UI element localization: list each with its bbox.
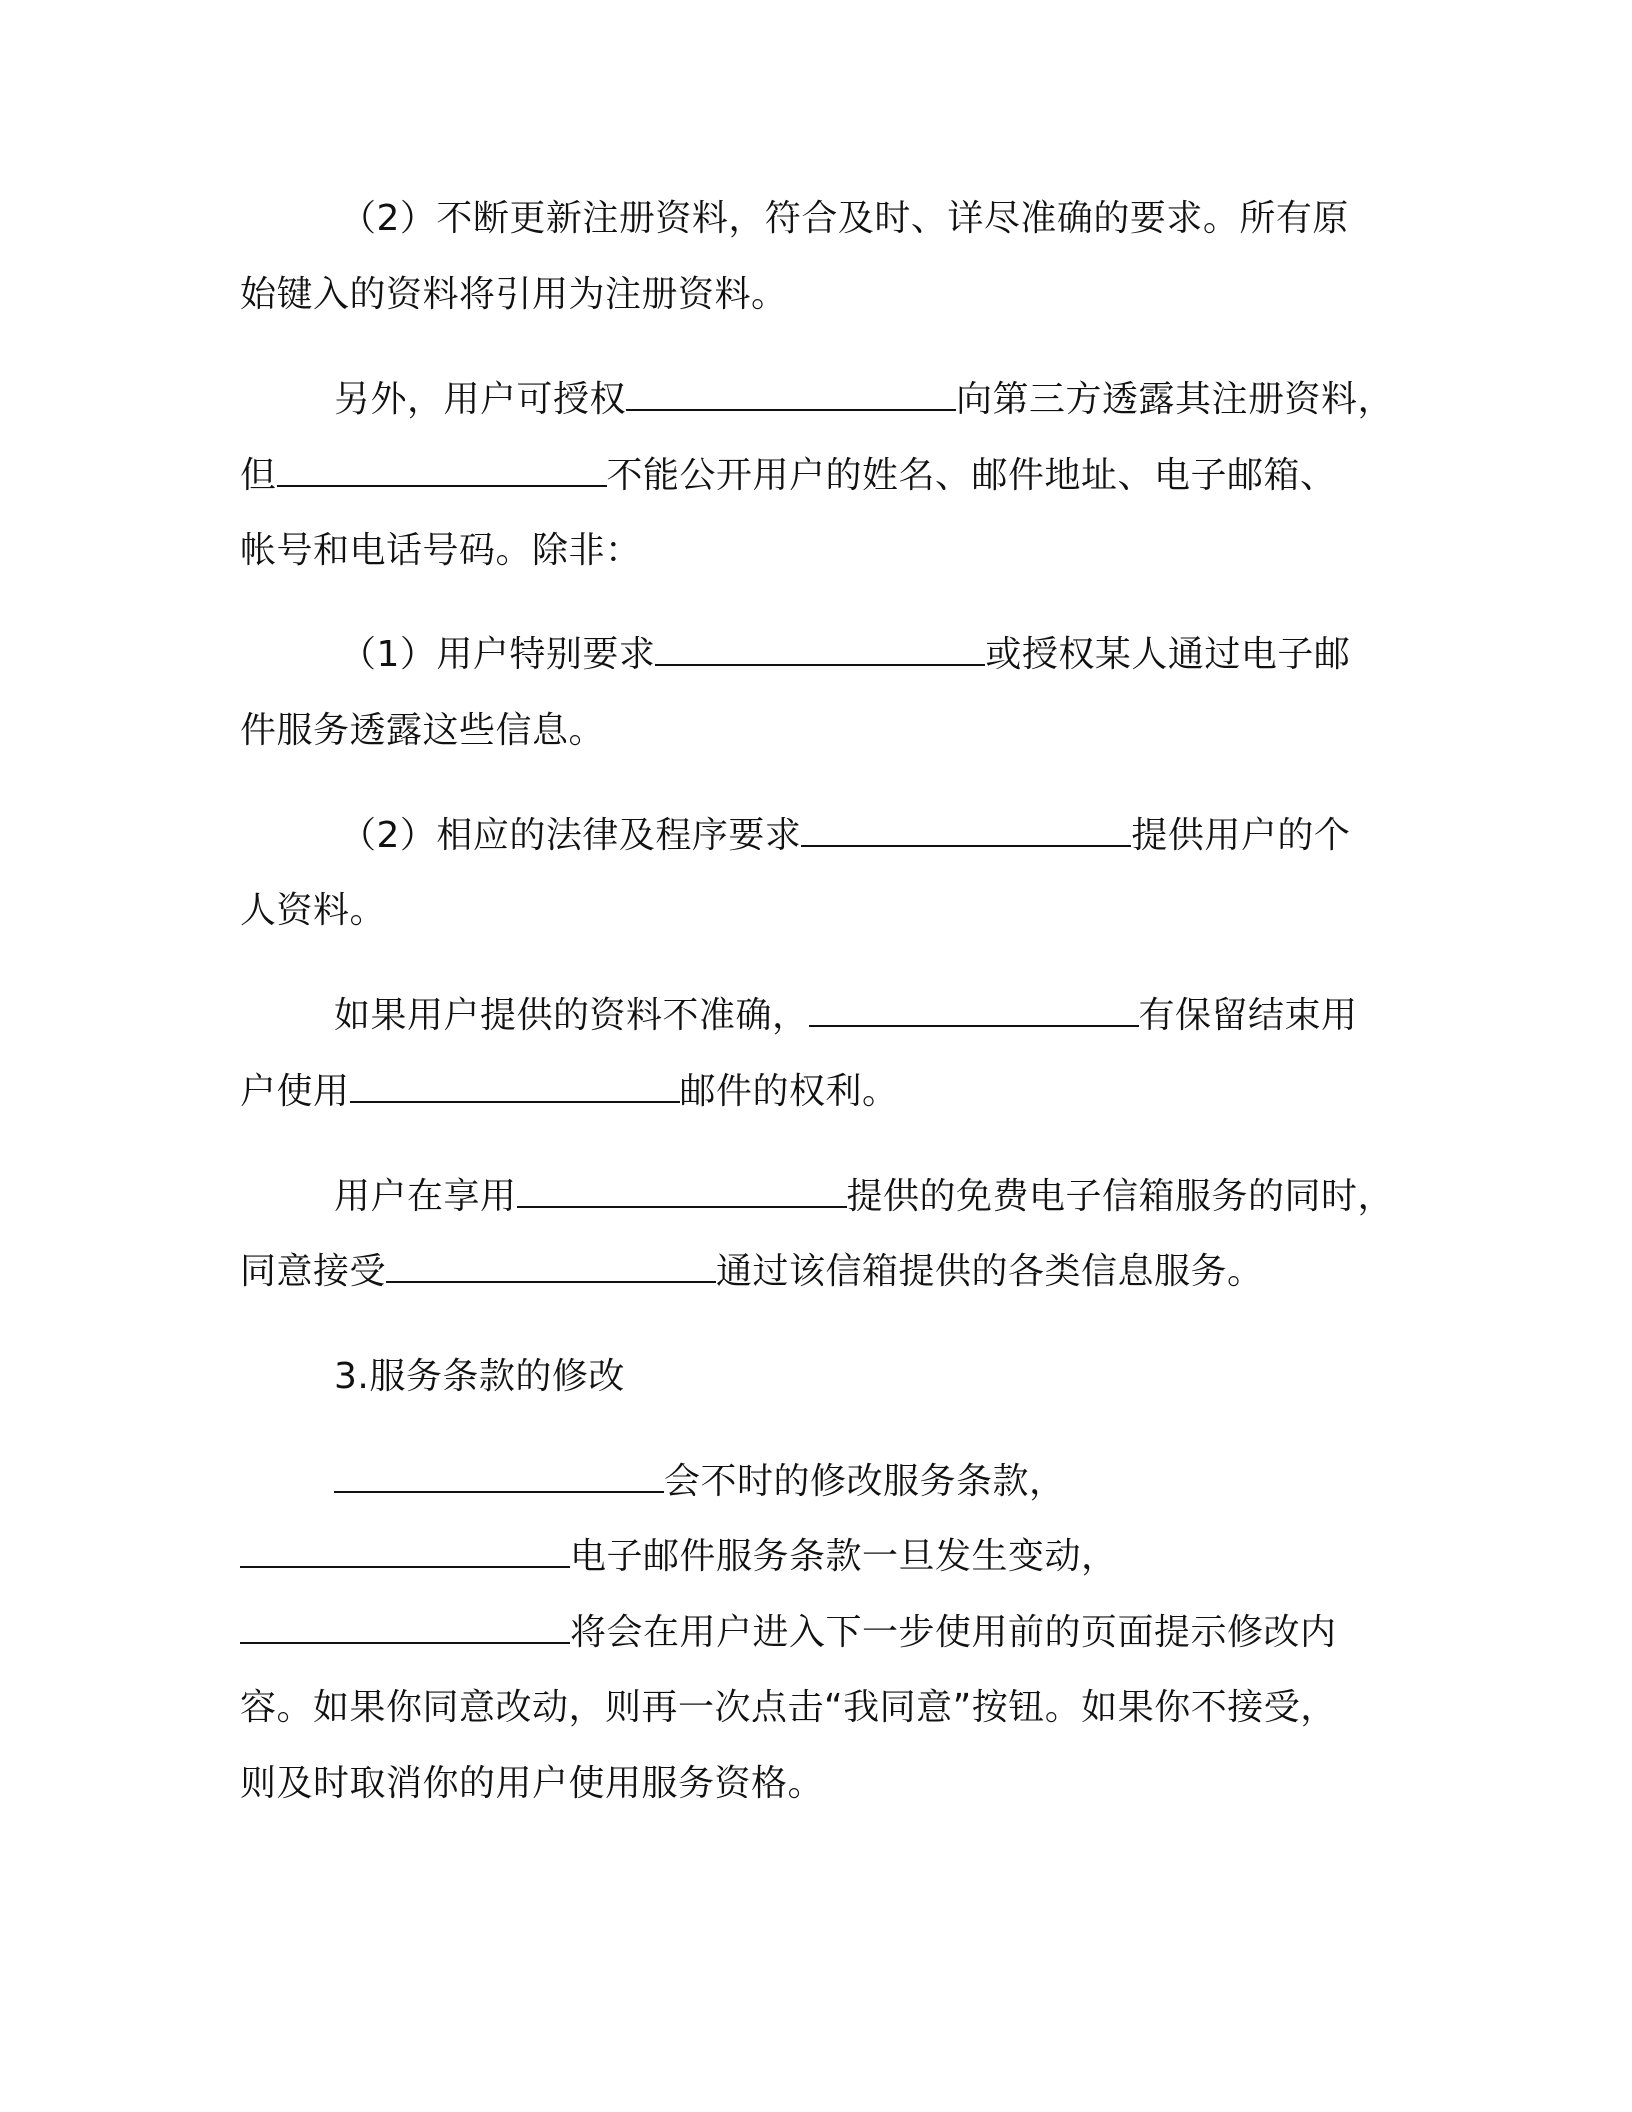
- text-segment: （2）不断更新注册资料，符合及时、详尽准确的要求。所有原: [340, 198, 1349, 239]
- text-segment: 向第三方透露其注册资料，: [956, 379, 1395, 420]
- paragraph-line: [240, 1762, 824, 1806]
- paragraph-line: [240, 1070, 899, 1114]
- fill-in-blank[interactable]: [277, 455, 607, 487]
- text-segment: （2）相应的法律及程序要求: [340, 815, 802, 856]
- paragraph-line: [340, 814, 1350, 858]
- section-heading: [334, 1355, 625, 1399]
- paragraph-line: [240, 529, 642, 573]
- text-segment: 帐号和电话号码。除非：: [240, 530, 642, 571]
- text-segment: 人资料。: [240, 890, 387, 931]
- paragraph-line: [240, 273, 788, 317]
- text-segment: 容。如果你同意改动，则再一次点击“我同意”按钮。如果你不接受，: [240, 1687, 1337, 1728]
- paragraph-line: [334, 994, 1358, 1038]
- text-segment: 不能公开用户的姓名、邮件地址、电子邮箱、: [606, 455, 1337, 496]
- text-segment: 或授权某人通过电子邮: [985, 634, 1351, 675]
- text-segment: 邮件的权利。: [679, 1071, 899, 1112]
- fill-in-blank[interactable]: [240, 1536, 570, 1568]
- text-segment: 则及时取消你的用户使用服务资格。: [240, 1763, 825, 1804]
- fill-in-blank[interactable]: [350, 1071, 680, 1103]
- text-segment: 另外，用户可授权: [334, 379, 627, 420]
- paragraph-line: [240, 709, 605, 753]
- text-segment: 将会在用户进入下一步使用前的页面提示修改内: [570, 1612, 1337, 1653]
- fill-in-blank[interactable]: [240, 1612, 570, 1644]
- paragraph-line: [240, 1611, 1337, 1655]
- fill-in-blank[interactable]: [517, 1176, 847, 1208]
- text-segment: 提供的免费电子信箱服务的同时，: [846, 1176, 1395, 1217]
- text-segment: 件服务透露这些信息。: [240, 710, 606, 751]
- paragraph-line: [334, 378, 1394, 422]
- text-segment: 同意接受: [240, 1251, 387, 1292]
- paragraph-line: [334, 1175, 1394, 1219]
- text-segment: 提供用户的个: [1131, 815, 1351, 856]
- text-segment: 始键入的资料将引用为注册资料。: [240, 274, 788, 315]
- text-segment: 户使用: [240, 1071, 350, 1112]
- paragraph-line: [340, 633, 1350, 677]
- text-segment: 通过该信箱提供的各类信息服务。: [716, 1251, 1264, 1292]
- text-segment: 3.服务条款的修改: [334, 1356, 625, 1397]
- text-segment: 如果用户提供的资料不准确，: [334, 995, 809, 1036]
- text-segment: （1）用户特别要求: [340, 634, 656, 675]
- fill-in-blank[interactable]: [809, 995, 1139, 1027]
- paragraph-line: [340, 197, 1349, 241]
- fill-in-blank[interactable]: [655, 634, 985, 666]
- paragraph-line: [240, 1535, 1118, 1579]
- fill-in-blank[interactable]: [801, 815, 1131, 847]
- text-segment: 用户在享用: [334, 1176, 517, 1217]
- fill-in-blank[interactable]: [334, 1461, 664, 1493]
- paragraph-line: [240, 889, 386, 933]
- text-segment: 会不时的修改服务条款，: [664, 1461, 1066, 1502]
- fill-in-blank[interactable]: [386, 1251, 716, 1283]
- paragraph-line: [240, 1250, 1264, 1294]
- text-segment: 有保留结束用: [1138, 995, 1358, 1036]
- text-segment: 电子邮件服务条款一旦发生变动，: [570, 1536, 1118, 1577]
- paragraph-line: [334, 1460, 1066, 1504]
- paragraph-line: [240, 454, 1337, 498]
- fill-in-blank[interactable]: [626, 379, 956, 411]
- paragraph-line: [240, 1686, 1337, 1730]
- text-segment: 但: [240, 455, 277, 496]
